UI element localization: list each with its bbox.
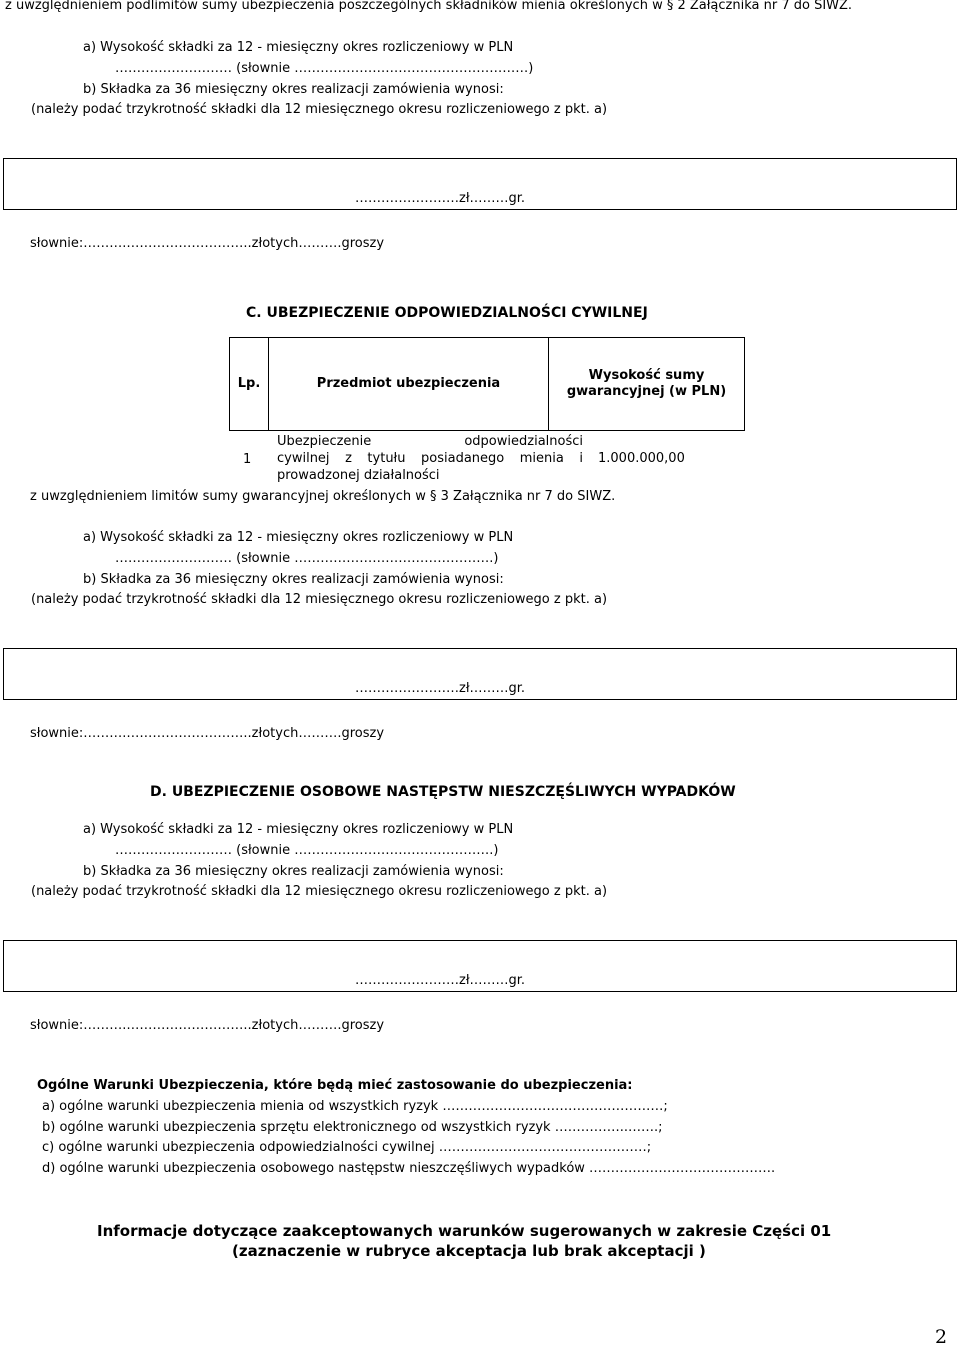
header-sum: Wysokość sumy gwarancyjnej (w PLN) [549, 338, 745, 431]
premium-b-1: b) Składka za 36 miesięczny okres realizacji zamówienia wynosi: [83, 82, 504, 97]
premium-note-1: (należy podać trzykrotność składki dla 12 miesięcznego okresu rozliczeniowego z pkt. a) [31, 102, 608, 117]
premium-a-1: a) Wysokość składki za 12 - miesięczny okres rozliczeniowy w PLN [83, 40, 514, 55]
amount-slownie-2: słownie:……….………………………..złotych……….groszy [30, 726, 385, 741]
row-subject-line-3: prowadzonej działalności [277, 468, 440, 483]
premium-b-3: b) Składka za 36 miesięczny okres realizacji zamówienia wynosi: [83, 864, 504, 879]
row-subject-line-2: cywilnej z tytułu posiadanego mienia i [277, 451, 583, 466]
amount-zl-2: ……………………zł………gr. [355, 681, 526, 696]
amount-zl-3: ……………………zł………gr. [355, 973, 526, 988]
header-subject: Przedmiot ubezpieczenia [269, 338, 549, 431]
premium-a-2: a) Wysokość składki za 12 - miesięczny okres rozliczeniowy w PLN [83, 530, 514, 545]
header-lp: Lp. [230, 338, 269, 431]
section-c-title: C. UBEZPIECZENIE ODPOWIEDZIALNOŚCI CYWILNEJ [246, 305, 648, 321]
general-condition-a: a) ogólne warunki ubezpieczenia mienia od wszystkich ryzyk ……………………………………………; [42, 1099, 668, 1114]
amount-slownie-1: słownie:……….………………………..złotych……….groszy [30, 236, 385, 251]
premium-a-3: a) Wysokość składki za 12 - miesięczny okres rozliczeniowy w PLN [83, 822, 514, 837]
general-condition-b: b) ogólne warunki ubezpieczenia sprzętu elektronicznego od wszystkich ryzyk ……………..…….; [42, 1120, 663, 1135]
row-subject-line-1: Ubezpieczenie odpowiedzialności [277, 434, 583, 449]
liability-table [229, 337, 745, 431]
slownie-line-2: ……………………… (słownie ……………………………………….) [115, 551, 499, 566]
general-condition-c: c) ogólne warunki ubezpieczenia odpowiedzialności cywilnej …………………………………………; [42, 1140, 652, 1155]
info-line-1: Informacje dotyczące zaakceptowanych warunków sugerowanych w zakresie Części 01 [97, 1222, 832, 1240]
page-number: 2 [935, 1326, 948, 1348]
amount-slownie-3: słownie:……….………………………..złotych……….groszy [30, 1018, 385, 1033]
slownie-line-3: ……………………… (słownie ……………………………………….) [115, 843, 499, 858]
section-d-title: D. UBEZPIECZENIE OSOBOWE NASTĘPSTW NIESZCZĘŚLIWYCH WYPADKÓW [150, 784, 736, 800]
premium-b-2: b) Składka za 36 miesięczny okres realizacji zamówienia wynosi: [83, 572, 504, 587]
row-lp: 1 [243, 452, 252, 467]
section-c-footnote: z uwzględnieniem limitów sumy gwarancyjnej określonych w § 3 Załącznika nr 7 do SIWZ. [30, 489, 616, 504]
intro-text: z uwzględnieniem podlimitów sumy ubezpieczenia poszczególnych składników mienia określonych w § 2 Załącznika nr 7 do SIWZ. [5, 0, 853, 13]
slownie-line-1: ……………………… (słownie ………………………………………………) [115, 61, 534, 76]
premium-note-2: (należy podać trzykrotność składki dla 12 miesięcznego okresu rozliczeniowego z pkt. a) [31, 592, 608, 607]
amount-zl-1: ……………………zł………gr. [355, 191, 526, 206]
row-subject [277, 433, 583, 484]
info-line-2: (zaznaczenie w rubryce akceptacja lub brak akceptacji ) [232, 1242, 706, 1260]
general-condition-d: d) ogólne warunki ubezpieczenia osobowego następstw nieszczęśliwych wypadków ……………………………………. [42, 1161, 776, 1176]
row-sum: 1.000.000,00 [598, 451, 685, 466]
general-conditions-title: Ogólne Warunki Ubezpieczenia, które będą mieć zastosowanie do ubezpieczenia: [37, 1078, 633, 1093]
premium-note-3: (należy podać trzykrotność składki dla 12 miesięcznego okresu rozliczeniowego z pkt. a) [31, 884, 608, 899]
